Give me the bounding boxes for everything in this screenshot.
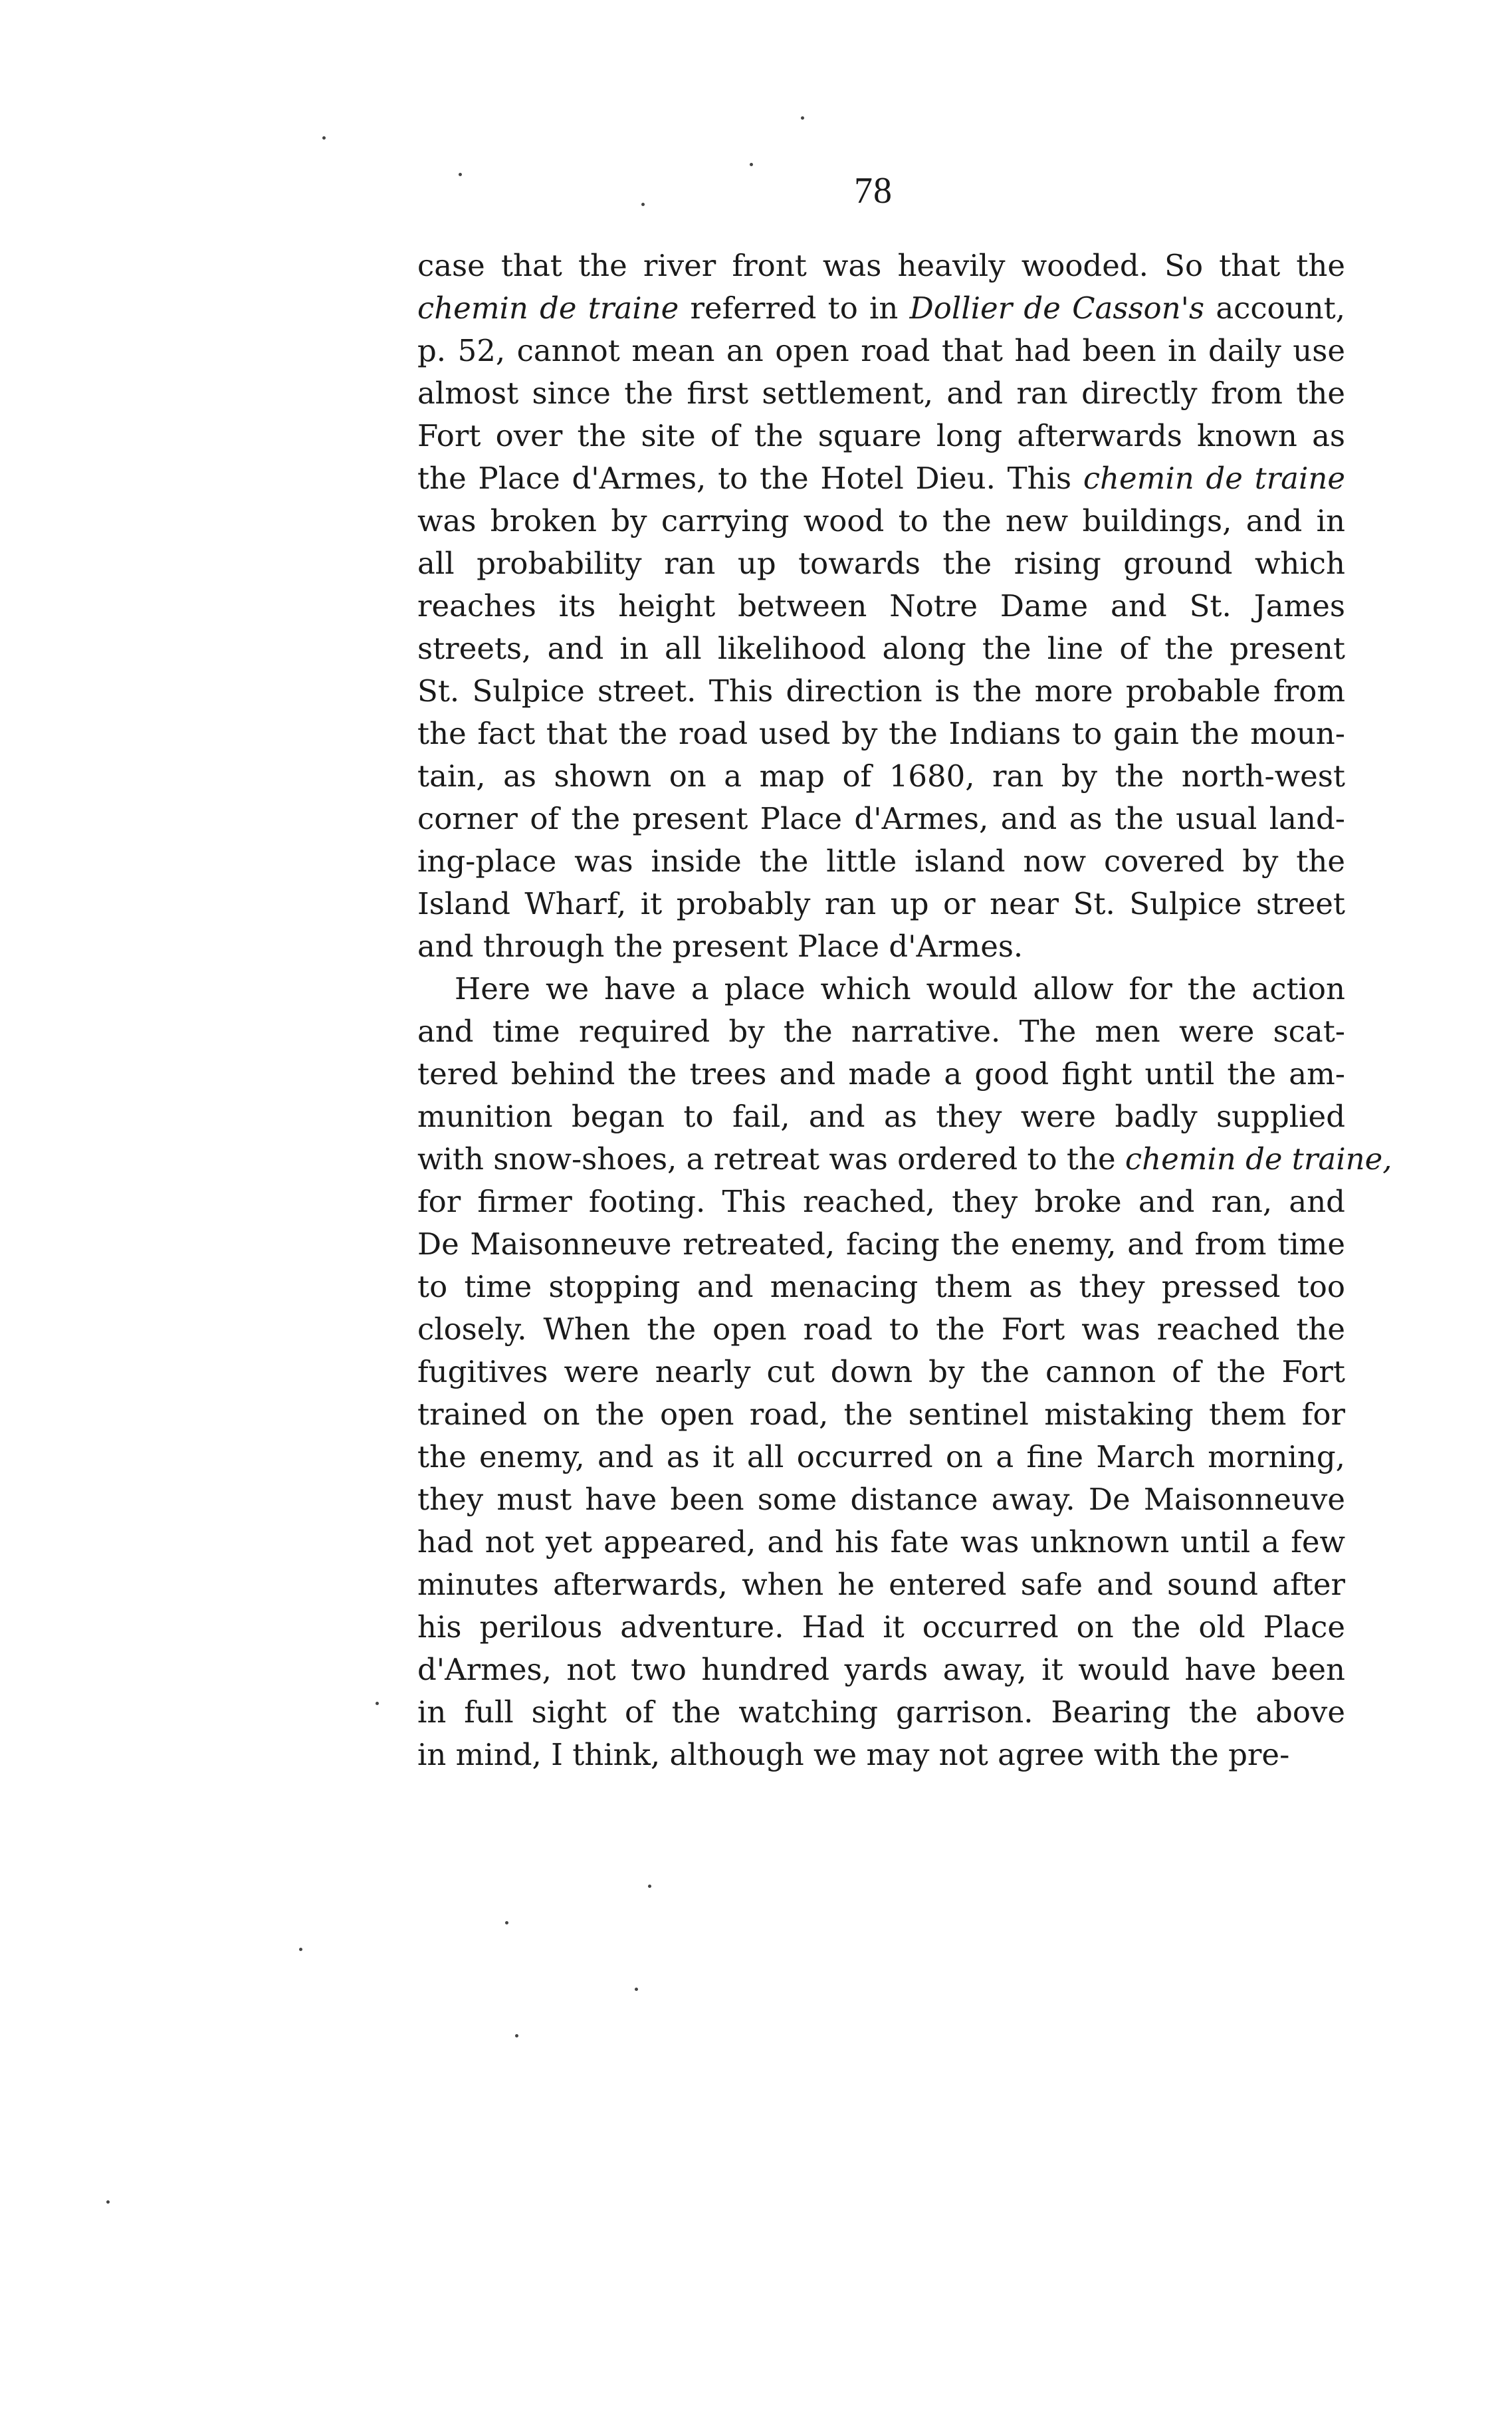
- text-run: minutes afterwards, when he entered safe and sound after: [417, 1567, 1345, 1602]
- text-line: [417, 1308, 1345, 1351]
- text-run: his perilous adventure. Had it occurred on the old Place: [417, 1609, 1345, 1645]
- text-line: [417, 457, 1345, 500]
- scan-speck: [106, 2200, 110, 2204]
- scan-speck: [459, 173, 462, 176]
- text-line: [417, 713, 1345, 755]
- scan-speck: [801, 116, 804, 120]
- scan-speck: [322, 136, 326, 140]
- scan-speck: [515, 2034, 518, 2037]
- text-line: [417, 500, 1345, 542]
- text-run: the enemy, and as it all occurred on a fine March morning,: [417, 1439, 1345, 1474]
- text-run: the fact that the road used by the Indians to gain the moun-: [417, 716, 1345, 751]
- page-number: 78: [854, 170, 893, 211]
- text-run: munition began to fail, and as they were badly supplied: [417, 1099, 1345, 1134]
- text-line: [417, 1010, 1345, 1053]
- scan-speck: [376, 1702, 379, 1705]
- text-line: [417, 1393, 1345, 1436]
- text-run: trained on the open road, the sentinel mistaking them for: [417, 1397, 1345, 1432]
- scan-speck: [299, 1948, 302, 1951]
- text-run: closely. When the open road to the Fort was reached the: [417, 1312, 1345, 1347]
- italic-text: chemin de traine: [1083, 461, 1346, 496]
- text-line: [417, 245, 1345, 287]
- text-run: Here we have a place which would allow for the action: [455, 971, 1345, 1006]
- text-run: in full sight of the watching garrison. Bearing the above: [417, 1694, 1345, 1730]
- text-line: [417, 372, 1345, 415]
- text-run: case that the river front was heavily wooded. So that the: [417, 248, 1345, 283]
- text-run: had not yet appeared, and his fate was unknown until a few: [417, 1524, 1345, 1560]
- scan-speck: [635, 1988, 638, 1991]
- text-line: [417, 840, 1345, 883]
- text-line: [417, 1734, 1345, 1776]
- text-run: fugitives were nearly cut down by the cannon of the Fort: [417, 1354, 1345, 1389]
- text-run: in mind, I think, although we may not agree with the pre-: [417, 1737, 1290, 1772]
- text-line: [417, 755, 1345, 798]
- text-run: De Maisonneuve retreated, facing the enemy, and from time: [417, 1226, 1345, 1262]
- text-run: was broken by carrying wood to the new buildings, and in: [417, 503, 1345, 538]
- text-run: Fort over the site of the square long afterwards known as: [417, 418, 1345, 453]
- text-line: [417, 628, 1345, 670]
- text-line: [417, 1351, 1345, 1393]
- text-run: and time required by the narrative. The men were scat-: [417, 1014, 1345, 1049]
- text-line: [417, 1053, 1345, 1096]
- text-line: [417, 542, 1345, 585]
- text-line: [417, 330, 1345, 372]
- text-run: tain, as shown on a map of 1680, ran by the north-west: [417, 758, 1345, 794]
- text-run: for firmer footing. This reached, they broke and ran, and: [417, 1184, 1345, 1219]
- text-line: [417, 1138, 1392, 1181]
- text-line: [417, 1521, 1345, 1563]
- text-run: streets, and in all likelihood along the line of the present: [417, 631, 1345, 666]
- text-run: account,: [1204, 290, 1346, 326]
- text-run: and through the present Place d'Armes.: [417, 929, 1024, 964]
- text-line: [417, 670, 1345, 713]
- body-text: [417, 245, 1392, 1776]
- text-line: [417, 1181, 1345, 1223]
- text-line: [417, 1563, 1345, 1606]
- text-run: p. 52, cannot mean an open road that had been in daily use: [417, 333, 1345, 368]
- text-run: to time stopping and menacing them as they pressed too: [417, 1269, 1345, 1304]
- italic-text: chemin de traine: [417, 290, 679, 326]
- text-line: [417, 1478, 1345, 1521]
- text-run: St. Sulpice street. This direction is the more probable from: [417, 673, 1345, 709]
- text-run: ing-place was inside the little island now covered by the: [417, 844, 1345, 879]
- text-line: [417, 1436, 1345, 1478]
- text-line: [417, 415, 1345, 457]
- text-line: [417, 287, 1345, 330]
- text-line: [417, 1223, 1345, 1266]
- scan-speck: [750, 163, 753, 166]
- text-run: almost since the first settlement, and ran directly from the: [417, 376, 1345, 411]
- text-line: [417, 1649, 1345, 1691]
- text-run: the Place d'Armes, to the Hotel Dieu. This: [417, 461, 1083, 496]
- text-run: with snow-shoes, a retreat was ordered to the: [417, 1141, 1125, 1177]
- scan-speck: [641, 203, 645, 206]
- text-run: referred to in: [679, 290, 910, 326]
- text-line: [417, 883, 1345, 925]
- text-run: all probability ran up towards the rising ground which: [417, 546, 1345, 581]
- text-line: [417, 798, 1345, 840]
- text-run: tered behind the trees and made a good fight until the am-: [417, 1056, 1345, 1092]
- text-line: [417, 585, 1345, 628]
- text-run: Island Wharf, it probably ran up or near St. Sulpice street: [417, 886, 1345, 921]
- text-line: [417, 1691, 1345, 1734]
- text-run: corner of the present Place d'Armes, and as the usual land-: [417, 801, 1345, 836]
- text-run: d'Armes, not two hundred yards away, it would have been: [417, 1652, 1345, 1687]
- scan-speck: [505, 1921, 508, 1924]
- scan-speck: [648, 1885, 651, 1888]
- italic-text: Dollier de Casson's: [909, 290, 1205, 326]
- paragraph: [417, 968, 1392, 1776]
- text-line: [417, 968, 1345, 1010]
- text-run: they must have been some distance away. De Maisonneuve: [417, 1482, 1345, 1517]
- text-line: [417, 1606, 1345, 1649]
- italic-text: chemin de traine,: [1125, 1141, 1392, 1177]
- text-line: [417, 1266, 1345, 1308]
- text-run: reaches its height between Notre Dame and St. James: [417, 588, 1345, 624]
- text-line: [417, 1096, 1345, 1138]
- text-line: [417, 925, 1345, 968]
- paragraph: [417, 245, 1345, 968]
